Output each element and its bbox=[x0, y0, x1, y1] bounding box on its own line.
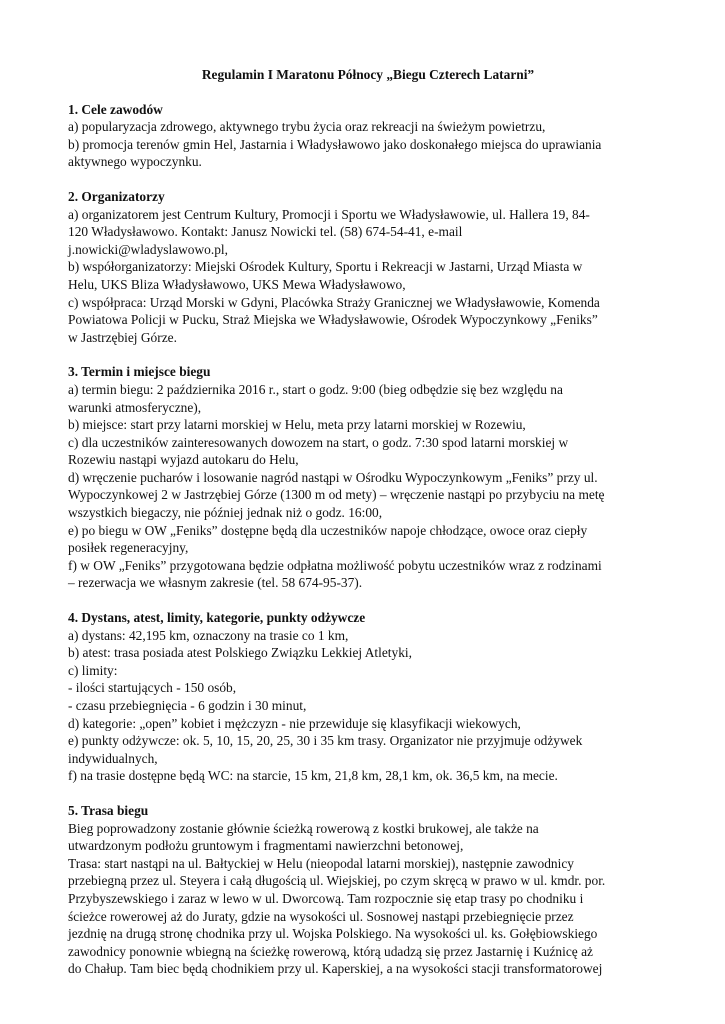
text-line: b) promocja terenów gmin Hel, Jastarnia i Władysławowo jako doskonałego miejsca do uprawiania bbox=[68, 136, 602, 152]
text-line: j.nowicki@wladyslawowo.pl, bbox=[68, 241, 228, 257]
section-4 bbox=[68, 609, 668, 785]
section-5 bbox=[68, 802, 668, 978]
text-line: c) współpraca: Urząd Morski w Gdyni, Placówka Straży Granicznej we Władysławowie, Komenda bbox=[68, 294, 600, 310]
text-line: - ilości startujących - 150 osób, bbox=[68, 680, 237, 696]
text-line: d) wręczenie pucharów i losowanie nagród nastąpi w Ośrodku Wypoczynkowym „Feniks” przy ul. bbox=[68, 469, 598, 485]
section-2 bbox=[68, 188, 668, 346]
text-line: - czasu przebiegnięcia - 6 godzin i 30 minut, bbox=[68, 698, 307, 713]
text-line: f) w OW „Feniks” przygotowana będzie odpłatna możliwość pobytu uczestników wraz z rodzinami bbox=[68, 557, 602, 573]
section-body bbox=[68, 627, 668, 785]
text-line: d) kategorie: „open” kobiet i mężczyzn - nie przewiduje się klasyfikacji wiekowych, bbox=[68, 715, 521, 731]
text-line: wszystkich biegaczy, nie później jednak niż o godz. 16:00, bbox=[68, 505, 383, 521]
section-body bbox=[68, 206, 668, 347]
text-line: utwardzonym podłożu gruntowym i fragmentami nawierzchni betonowej, bbox=[68, 838, 464, 854]
document-title: Regulamin I Maratonu Północy „Biegu Czterech Latarni” bbox=[201, 67, 535, 82]
section-1 bbox=[68, 101, 668, 171]
section-heading: 2. Organizatorzy bbox=[68, 188, 165, 204]
text-line: Przybyszewskiego i zaraz w lewo w ul. Dworcową. Tam rozpocznie się etap trasy po chodniku i bbox=[68, 890, 584, 906]
text-line: Trasa: start nastąpi na ul. Bałtyckiej w Helu (nieopodal latarni morskiej), następnie zawodnicy bbox=[68, 855, 574, 871]
text-line: aktywnego wypoczynku. bbox=[68, 154, 202, 170]
text-line: f) na trasie dostępne będą WC: na starcie, 15 km, 21,8 km, 28,1 km, ok. 36,5 km, na mecie. bbox=[68, 768, 558, 784]
section-3 bbox=[68, 363, 668, 592]
text-line: 120 Władysławowo. Kontakt: Janusz Nowicki tel. (58) 674-54-41, e-mail bbox=[68, 224, 463, 240]
text-line: c) limity: bbox=[68, 662, 118, 678]
text-line: Bieg poprowadzony zostanie głównie ścieżką rowerową z kostki brukowej, ale także na bbox=[68, 820, 539, 836]
text-line: do Chałup. Tam biec będą chodnikiem przy ul. Kaperskiej, a na wysokości stacji transformatorowej bbox=[68, 961, 603, 977]
text-line: Rozewiu nastąpi wyjazd autokaru do Helu, bbox=[68, 452, 299, 468]
text-line: indywidualnych, bbox=[68, 750, 158, 766]
text-line: b) współorganizatorzy: Miejski Ośrodek Kultury, Sportu i Rekreacji w Jastarni, Urząd Miasta w bbox=[68, 259, 583, 275]
text-line: a) popularyzacja zdrowego, aktywnego trybu życia oraz rekreacji na świeżym powietrzu, bbox=[68, 119, 546, 135]
text-line: zawodnicy ponownie wbiegną na ścieżkę rowerową, którą udadzą się przez Jastarnię i Kuźnicę aż bbox=[68, 943, 593, 959]
section-body bbox=[68, 820, 668, 978]
text-line: posiłek regeneracyjny, bbox=[68, 540, 189, 556]
text-line: Helu, UKS Bliza Władysławowo, UKS Mewa Władysławowo, bbox=[68, 276, 406, 292]
section-heading: 4. Dystans, atest, limity, kategorie, punkty odżywcze bbox=[68, 610, 366, 626]
text-line: a) termin biegu: 2 października 2016 r., start o godz. 9:00 (bieg odbędzie się bez względu na bbox=[68, 381, 563, 397]
text-line: – rezerwacja we własnym zakresie (tel. 58 674-95-37). bbox=[68, 575, 363, 591]
text-line: e) po biegu w OW „Feniks” dostępne będą dla uczestników napoje chłodzące, owoce oraz ciepły bbox=[68, 522, 588, 538]
text-line: Powiatowa Policji w Pucku, Straż Miejska we Władysławowie, Ośrodek Wypoczynkowy „Feniks” bbox=[68, 312, 598, 328]
section-body bbox=[68, 381, 668, 592]
text-line: a) organizatorem jest Centrum Kultury, Promocji i Sportu we Władysławowie, ul. Hallera 19, 84- bbox=[68, 206, 590, 222]
text-line: b) miejsce: start przy latarni morskiej w Helu, meta przy latarni morskiej w Rozewiu, bbox=[68, 417, 526, 433]
section-heading: 5. Trasa biegu bbox=[68, 802, 149, 818]
text-line: w Jastrzębiej Górze. bbox=[68, 329, 177, 345]
text-line: a) dystans: 42,195 km, oznaczony na trasie co 1 km, bbox=[68, 627, 349, 643]
text-line: warunki atmosferyczne), bbox=[68, 399, 202, 415]
text-line: b) atest: trasa posiada atest Polskiego Związku Lekkiej Atletyki, bbox=[68, 645, 412, 661]
text-line: przebiegną przez ul. Steyera i całą długością ul. Wiejskiej, po czym skręcą w prawo w ul. kmdr. por. bbox=[68, 873, 606, 889]
section-body bbox=[68, 118, 668, 171]
text-line: e) punkty odżywcze: ok. 5, 10, 15, 20, 25, 30 i 35 km trasy. Organizator nie przyjmuje odżywek bbox=[68, 733, 583, 749]
text-line: ścieżce rowerowej aż do Juraty, gdzie na wysokości ul. Sosnowej nastąpi przebiegnięcie przez bbox=[68, 908, 574, 924]
text-line: jezdnię na drugą stronę chodnika przy ul. Wojska Polskiego. Na wysokości ul. ks. Gołębiowskiego bbox=[68, 926, 598, 942]
document-sections bbox=[68, 101, 668, 978]
text-line: c) dla uczestników zainteresowanych dowozem na start, o godz. 7:30 spod latarni morskiej w bbox=[68, 434, 569, 450]
section-heading: 1. Cele zawodów bbox=[68, 101, 163, 117]
document-page bbox=[68, 66, 668, 995]
text-line: Wypoczynkowej 2 w Jastrzębiej Górze (1300 m od mety) – wręczenie nastąpi po przybyciu na metę bbox=[68, 487, 605, 503]
section-heading: 3. Termin i miejsce biegu bbox=[68, 364, 211, 380]
